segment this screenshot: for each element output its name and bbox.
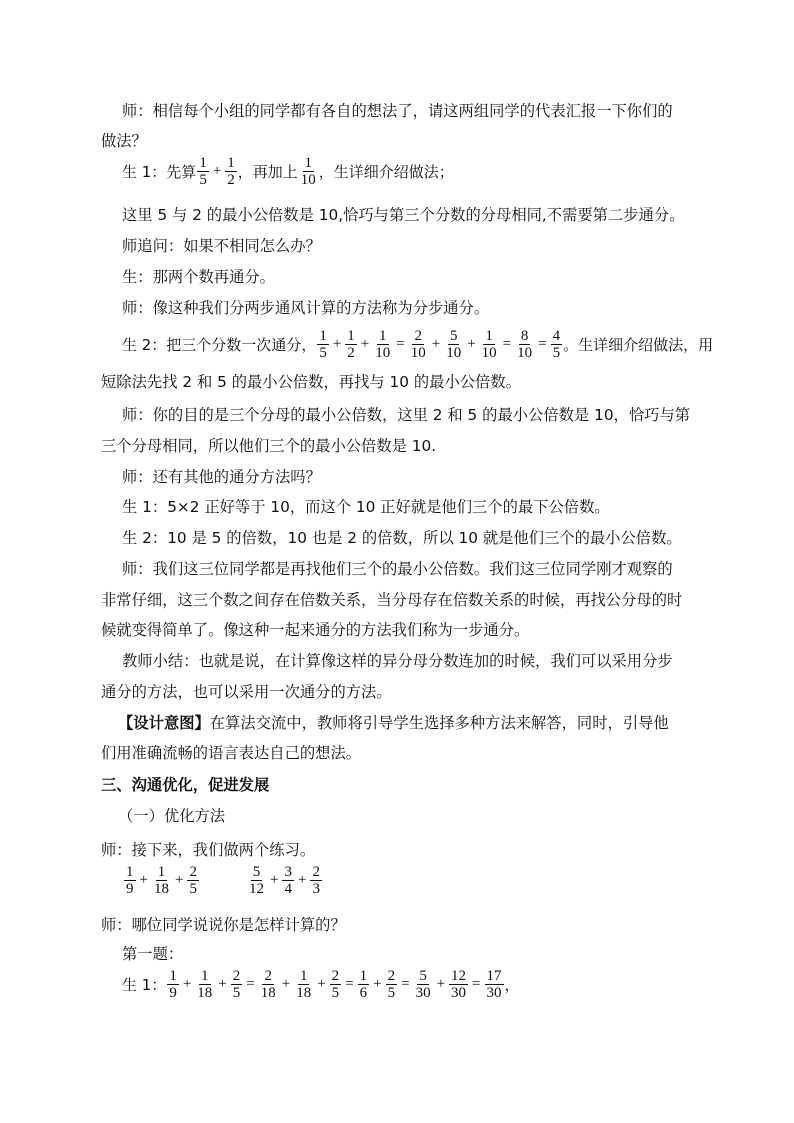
fraction — [551, 328, 563, 361]
numerator: 1 — [299, 968, 308, 984]
paragraph-line: 第一题： — [122, 945, 184, 963]
denominator: 2 — [227, 172, 235, 188]
math-operator: = — [345, 976, 354, 992]
fraction — [515, 328, 534, 361]
fraction — [409, 328, 428, 361]
denominator: 18 — [197, 985, 213, 1001]
text-fragment: ， — [504, 976, 520, 994]
paragraph-line: 师：你的目的是三个分母的最小公倍数，这里 2 和 5 的最小公倍数是 10，恰巧与第 — [122, 406, 691, 424]
math-operator: + — [212, 163, 222, 179]
denominator: 10 — [410, 345, 426, 361]
paragraph-line: 师追问：如果不相同怎么办？ — [122, 237, 321, 255]
numerator: 2 — [387, 968, 396, 984]
equation-line — [122, 968, 520, 1001]
fraction — [187, 864, 199, 897]
text-fragment: ，生详细介绍做法； — [318, 163, 454, 181]
numerator: 1 — [201, 968, 209, 984]
denominator: 18 — [296, 985, 312, 1001]
math-operator: + — [317, 976, 326, 992]
numerator: 12 — [451, 968, 467, 984]
math-operator: + — [360, 336, 370, 352]
denominator: 12 — [249, 881, 264, 897]
section-heading: 三、沟通优化，促进发展 — [101, 776, 270, 794]
equation-line — [122, 155, 454, 188]
denominator: 5 — [232, 985, 241, 1001]
text-fragment: 。生详细介绍做法，用 — [563, 336, 714, 354]
numerator: 1 — [319, 328, 327, 344]
denominator: 2 — [347, 345, 355, 361]
paragraph-line: 通分的方法，也可以采用一次通分的方法。 — [101, 683, 392, 701]
fraction — [225, 155, 237, 188]
fraction — [345, 328, 357, 361]
math-operator: + — [297, 872, 307, 888]
fraction — [414, 968, 433, 1001]
math-operator: = — [472, 976, 481, 992]
paragraph-line: 候就变得简单了。像这种一起来通分的方法我们称为一步通分。 — [101, 621, 530, 639]
fraction — [231, 968, 243, 1001]
math-operator: + — [182, 976, 192, 992]
paragraph-line: 师：还有其他的通分方法吗？ — [122, 468, 321, 486]
text-fragment: 生 2：把三个分数一次通分， — [122, 336, 317, 354]
denominator: 4 — [284, 881, 292, 897]
numerator: 1 — [169, 968, 177, 984]
numerator: 1 — [157, 864, 166, 880]
math-operator: + — [332, 336, 342, 352]
numerator: 2 — [232, 968, 241, 984]
math-operator: + — [174, 872, 184, 888]
numerator: 1 — [485, 328, 493, 344]
text-fragment: ，再加上 — [237, 163, 298, 181]
paragraph-line: 师：像这种我们分两步通风计算的方法称为分步通分。 — [122, 299, 490, 317]
numerator: 5 — [419, 968, 427, 984]
numerator: 8 — [520, 328, 529, 344]
exercise-expression-2 — [246, 864, 323, 897]
denominator: 5 — [189, 881, 197, 897]
math-operator: + — [139, 872, 148, 888]
paragraph-line: 教师小结：也就是说，在计算像这样的异分母分数连加的时候，我们可以采用分步 — [122, 652, 673, 670]
numerator: 5 — [252, 864, 261, 880]
denominator: 6 — [359, 985, 368, 1001]
paragraph-line: 短除法先找 2 和 5 的最小公倍数，再找与 10 的最小公倍数。 — [101, 373, 521, 391]
fraction — [152, 864, 171, 897]
denominator: 30 — [451, 985, 467, 1001]
paragraph-line: 们用准确流畅的语言表达自己的想法。 — [101, 744, 362, 762]
fraction — [485, 968, 504, 1001]
denominator: 5 — [387, 985, 396, 1001]
numerator: 2 — [312, 864, 320, 880]
numerator: 2 — [189, 864, 197, 880]
numerator: 1 — [126, 864, 134, 880]
fraction — [197, 155, 209, 188]
paragraph-line: 三个分母相同，所以他们三个的最小公倍数是 10. — [101, 437, 437, 455]
math-operator: + — [436, 976, 446, 992]
math-operator: = — [246, 976, 255, 992]
math-operator: + — [281, 976, 291, 992]
fraction — [480, 328, 499, 361]
denominator: 30 — [415, 985, 431, 1001]
numerator: 17 — [486, 968, 502, 984]
text-fragment: 生 1： — [122, 976, 167, 994]
exercise-expression-1 — [123, 864, 200, 897]
fraction — [299, 155, 318, 188]
paragraph-line: 做法？ — [101, 132, 147, 150]
fraction — [330, 968, 342, 1001]
denominator: 10 — [446, 345, 462, 361]
math-operator: = — [401, 976, 410, 992]
numerator: 1 — [379, 328, 387, 344]
paragraph-line: 生 1：5×2 正好等于 10，而这个 10 正好就是他们三个的最下公倍数。 — [122, 498, 610, 516]
paragraph-line: 师：我们这三位同学都是再找他们三个的最小公倍数。我们这三位同学刚才观察的 — [122, 560, 673, 578]
paragraph-line: 师：接下来，我们做两个练习。 — [101, 841, 316, 859]
numerator: 4 — [552, 328, 561, 344]
fraction — [373, 328, 392, 361]
numerator: 1 — [359, 968, 368, 984]
denominator: 10 — [375, 345, 391, 361]
paragraph-line: 非常仔细，这三个数之间存在倍数关系，当分母存在倍数关系的时候，再找公分母的时 — [101, 591, 683, 609]
numerator: 2 — [331, 968, 340, 984]
denominator: 5 — [199, 172, 207, 188]
paragraph-line: 这里 5 与 2 的最小公倍数是 10,恰巧与第三个分数的分母相同,不需要第二步通分。 — [122, 206, 685, 224]
denominator: 5 — [331, 985, 340, 1001]
paragraph-line: 师：相信每个小组的同学都有各自的想法了，请这两组同学的代表汇报一下你们的 — [122, 102, 673, 120]
math-operator: + — [270, 872, 279, 888]
denominator: 18 — [153, 881, 169, 897]
denominator: 10 — [300, 172, 316, 188]
fraction — [282, 864, 294, 897]
fraction — [124, 864, 136, 897]
text-fragment: 生 1：先算 — [122, 163, 197, 181]
denominator: 30 — [486, 985, 502, 1001]
design-intent-label: 【设计意图】 — [118, 714, 210, 732]
denominator: 10 — [481, 345, 497, 361]
denominator: 9 — [126, 881, 134, 897]
numerator: 2 — [414, 328, 422, 344]
fraction — [294, 968, 313, 1001]
math-operator: + — [431, 336, 441, 352]
fraction — [444, 328, 463, 361]
fraction — [358, 968, 370, 1001]
math-operator: = — [538, 336, 547, 352]
numerator: 1 — [347, 328, 355, 344]
numerator: 1 — [199, 155, 207, 171]
paragraph-line: 生 2：10 是 5 的倍数，10 也是 2 的倍数，所以 10 就是他们三个的最小公倍数。 — [122, 529, 682, 547]
denominator: 9 — [169, 985, 177, 1001]
denominator: 3 — [312, 881, 320, 897]
denominator: 5 — [552, 345, 561, 361]
numerator: 1 — [304, 155, 313, 171]
paragraph-line: 师：哪位同学说说你是怎样计算的？ — [101, 916, 346, 934]
text-fragment: 在算法交流中，教师将引导学生选择多种方法来解答，同时，引导他 — [209, 714, 669, 732]
fraction — [386, 968, 398, 1001]
math-operator: + — [467, 336, 476, 352]
numerator: 3 — [284, 864, 292, 880]
fraction — [449, 968, 468, 1001]
design-intent-line — [118, 713, 669, 733]
math-operator: + — [373, 976, 382, 992]
paragraph-line: 生：那两个数再通分。 — [122, 268, 275, 286]
denominator: 10 — [517, 345, 533, 361]
math-operator: = — [502, 336, 512, 352]
numerator: 1 — [227, 155, 235, 171]
fraction — [247, 864, 266, 897]
fraction — [317, 328, 329, 361]
denominator: 18 — [260, 985, 276, 1001]
fraction — [195, 968, 214, 1001]
fraction — [310, 864, 322, 897]
numerator: 5 — [449, 328, 458, 344]
numerator: 2 — [264, 968, 272, 984]
math-operator: = — [396, 336, 405, 352]
fraction — [259, 968, 278, 1001]
denominator: 5 — [319, 345, 327, 361]
fraction — [167, 968, 179, 1001]
subsection-heading: （一）优化方法 — [118, 807, 226, 825]
equation-line — [122, 328, 713, 361]
math-operator: + — [218, 976, 227, 992]
